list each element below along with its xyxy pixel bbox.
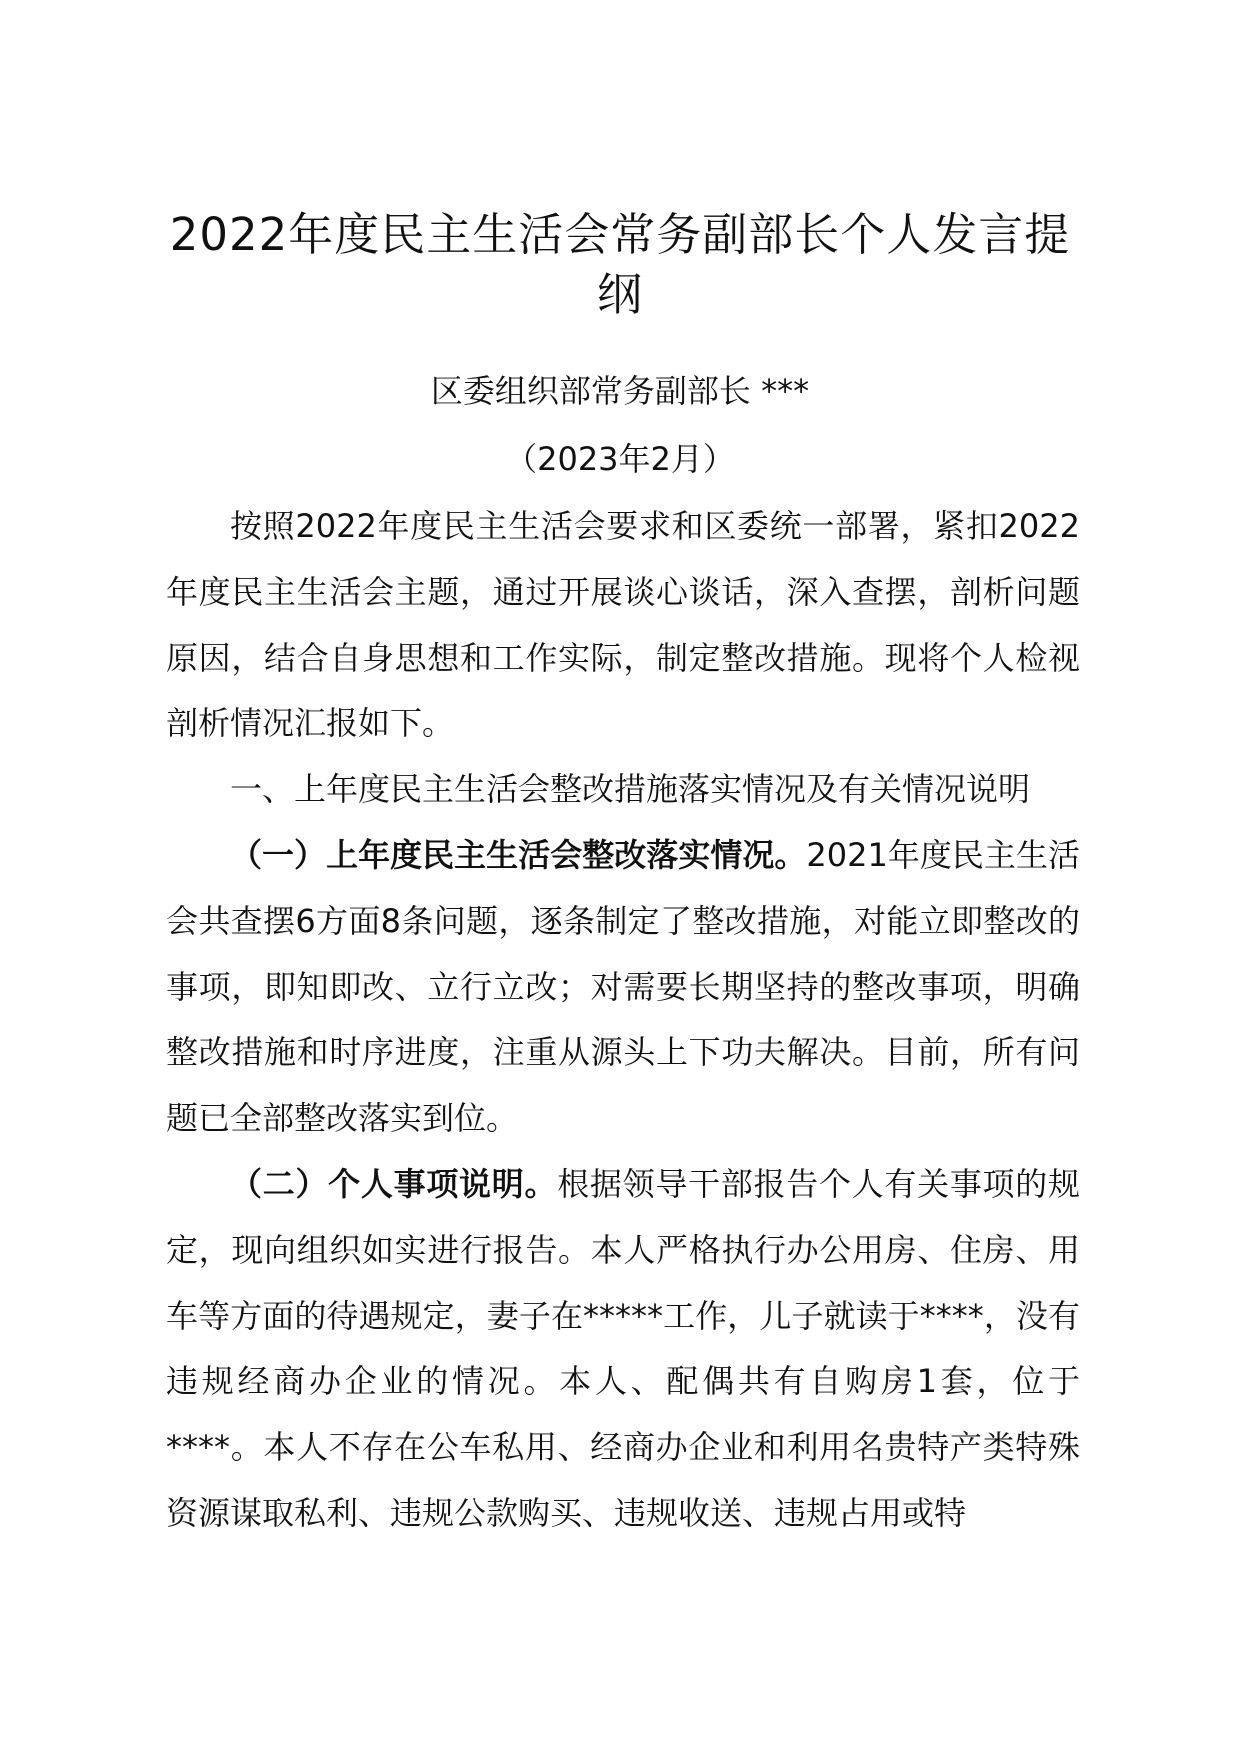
item-2-paragraph [166, 1152, 1080, 1547]
document-author: 区委组织部常务副部长 *** [430, 372, 810, 410]
section-heading: 一、上年度民主生活会整改措施落实情况及有关情况说明 [230, 770, 1031, 809]
intro-paragraph: 按照2022年度民主生活会要求和区委统一部署，紧扣2022年度民主生活会主题，通过开展谈心谈话，深入查摆，剖析问题原因，结合自身思想和工作实际，制定整改措施。现将个人检视剖析情况汇报如下。 [166, 507, 1080, 743]
document-body [166, 494, 1080, 1547]
item-2-label: （二）个人事项说明。 [230, 1164, 558, 1203]
item-2-text: 根据领导干部报告个人有关事项的规定，现向组织如实进行报告。本人严格执行办公用房、住房、用车等方面的待遇规定，妻子在*****工作，儿子就读于****，没有违规经商办企业的情况。本人、配偶共有自购房1套，位于****。本人不存在公车私用、经商办企业和利用名贵特产类特殊资源谋取私利、违规公款购买、违规收送、违规占用或特 [166, 1164, 1080, 1532]
item-1-text: 2021年度民主生活会共查摆6方面8条问题，逐条制定了整改措施，对能立即整改的事项，即知即改、立行立改；对需要长期坚持的整改事项，明确整改措施和时序进度，注重从源头上下功夫解决。目前，所有问题已全部整改落实到位。 [166, 835, 1080, 1138]
document-title: 2022年度民主生活会常务副部长个人发言提纲 [169, 208, 1071, 321]
document-date: （2023年2月） [505, 440, 735, 478]
item-1-label: （一）上年度民主生活会整改落实情况。 [230, 835, 807, 874]
item-1-paragraph [166, 823, 1080, 1152]
